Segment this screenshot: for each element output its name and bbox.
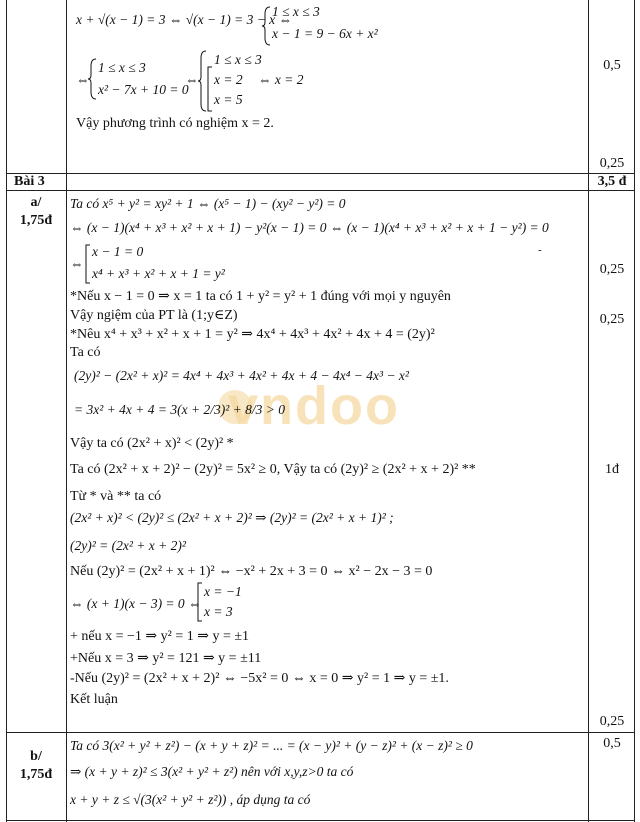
part-label: a/ (30, 195, 42, 210)
system-line: x⁴ + x³ + x² + x + 1 = y² (92, 266, 225, 281)
equation-line: x + y + z ≤ √(3(x² + y² + z²)) , áp dụng ta có (70, 792, 311, 807)
text-line: +Nếu x = 3 ⇒ y² = 121 ⇒ y = ±11 (70, 651, 262, 666)
conclusion-text: Vậy phương trình có nghiệm x = 2. (76, 116, 274, 131)
text-line: *Nêu x⁴ + x³ + x² + x + 1 = y² ⇒ 4x⁴ + 4x³ + 4x² + 4x + 4 = (2y)² (70, 327, 435, 342)
equation-line: ⇔ (70, 256, 84, 271)
equation-line: Ta có x⁵ + y² = xy² + 1 ⇔ (x⁵ − 1) − (xy² − y²) = 0 (70, 196, 346, 211)
equation-line: ⇔ (x − 1)(x⁴ + x³ + x² + x + 1) − y²(x − 1) = 0 ⇔ (x − 1)(x⁴ + x³ + x² + x + 1 − y²) = 0 (70, 220, 549, 235)
text-line: Từ * và ** ta có (70, 489, 162, 504)
equation-line: (2x² + x)² < (2y)² ≤ (2x² + x + 2)² ⇒ (2y)² = (2x² + x + 1)² ; (70, 510, 394, 525)
section-total: 3,5 đ (597, 174, 627, 189)
score: 0,25 (599, 262, 625, 277)
equation-line: (2y)² − (2x² + x)² = 4x⁴ + 4x³ + 4x² + 4x + 4 − 4x⁴ − 4x³ − x² (74, 368, 409, 383)
part-points: 1,75đ (19, 767, 53, 782)
system-line: 1 ≤ x ≤ 3 (272, 4, 320, 19)
system-brace (88, 58, 98, 100)
table-border-left (6, 0, 7, 822)
section-label: Bài 3 (14, 174, 45, 189)
table-column-divider (588, 0, 589, 822)
score: 1đ (605, 462, 619, 477)
text-line: + nếu x = −1 ⇒ y² = 1 ⇒ y = ±1 (70, 629, 250, 644)
score: 0,25 (599, 156, 625, 171)
equation-line: ⇔ (76, 72, 90, 87)
row-divider (6, 732, 635, 733)
text-line: *Nếu x − 1 = 0 ⇒ x = 1 ta có 1 + y² = y² + 1 đúng với mọi y nguyên (70, 289, 451, 304)
table-border-right (634, 0, 635, 822)
row-divider (6, 190, 635, 191)
text-line: Ta có (2x² + x + 2)² − (2y)² = 5x² ≥ 0, Vậy ta có (2y)² ≥ (2x² + x + 2)² ** (70, 462, 476, 477)
watermark: vndoo (228, 376, 400, 436)
text-line: Kết luận (70, 692, 118, 707)
system-line: 1 ≤ x ≤ 3 (98, 60, 146, 75)
equation-line: ⇔ (x + 1)(x − 3) = 0 ⇔ (70, 596, 202, 611)
equation-line: ⇔ (185, 72, 199, 87)
system-line: x = 2 (214, 72, 243, 87)
score: 0,5 (603, 736, 621, 751)
table-column-divider (66, 0, 67, 822)
text-line: Vậy ta có (2x² + x)² < (2y)² * (70, 436, 234, 451)
text-line: Ta có (70, 345, 101, 360)
text-line: Vậy ngiệm của PT là (1;y∈Z) (70, 308, 238, 323)
equation-line: x + √(x − 1) = 3 ⇔ √(x − 1) = 3 − x ⇔ (76, 12, 293, 27)
score: 0,25 (599, 714, 625, 729)
system-line: x = −1 (204, 584, 242, 599)
equation-line: = 3x² + 4x + 4 = 3(x + 2/3)² + 8/3 > 0 (74, 402, 285, 417)
score: 0,25 (599, 312, 625, 327)
system-line: x² − 7x + 10 = 0 (98, 82, 189, 97)
table-border-bottom (6, 820, 635, 821)
equation-line: ⇔ x = 2 (258, 72, 304, 87)
system-line: x = 5 (214, 92, 243, 107)
text-line: Nếu (2y)² = (2x² + x + 1)² ⇔ −x² + 2x + 3 = 0 ⇔ x² − 2x − 3 = 0 (70, 564, 433, 579)
equation-line: Ta có 3(x² + y² + z²) − (x + y + z)² = ... = (x − y)² + (y − z)² + (x − z)² ≥ 0 (70, 738, 473, 753)
alternative-bracket (206, 66, 214, 112)
system-line: x − 1 = 9 − 6x + x² (272, 26, 378, 41)
dash-note: - (538, 244, 542, 256)
system-line: x − 1 = 0 (92, 244, 144, 259)
text-line: -Nếu (2y)² = (2x² + x + 2)² ⇔ −5x² = 0 ⇔ x = 0 ⇒ y² = 1 ⇒ y = ±1. (70, 671, 449, 686)
alternative-bracket (196, 582, 204, 622)
equation-line: (2y)² = (2x² + x + 2)² (70, 538, 186, 553)
part-label: b/ (30, 749, 42, 764)
score: 0,5 (603, 58, 621, 73)
equation-line: ⇒ (x + y + z)² ≤ 3(x² + y² + z²) nên với x,y,z>0 ta có (70, 764, 354, 779)
system-line: x = 3 (204, 604, 233, 619)
row-divider (6, 173, 635, 174)
part-points: 1,75đ (19, 213, 53, 228)
system-line: 1 ≤ x ≤ 3 (214, 52, 262, 67)
system-brace (262, 6, 272, 46)
alternative-bracket (84, 244, 92, 284)
